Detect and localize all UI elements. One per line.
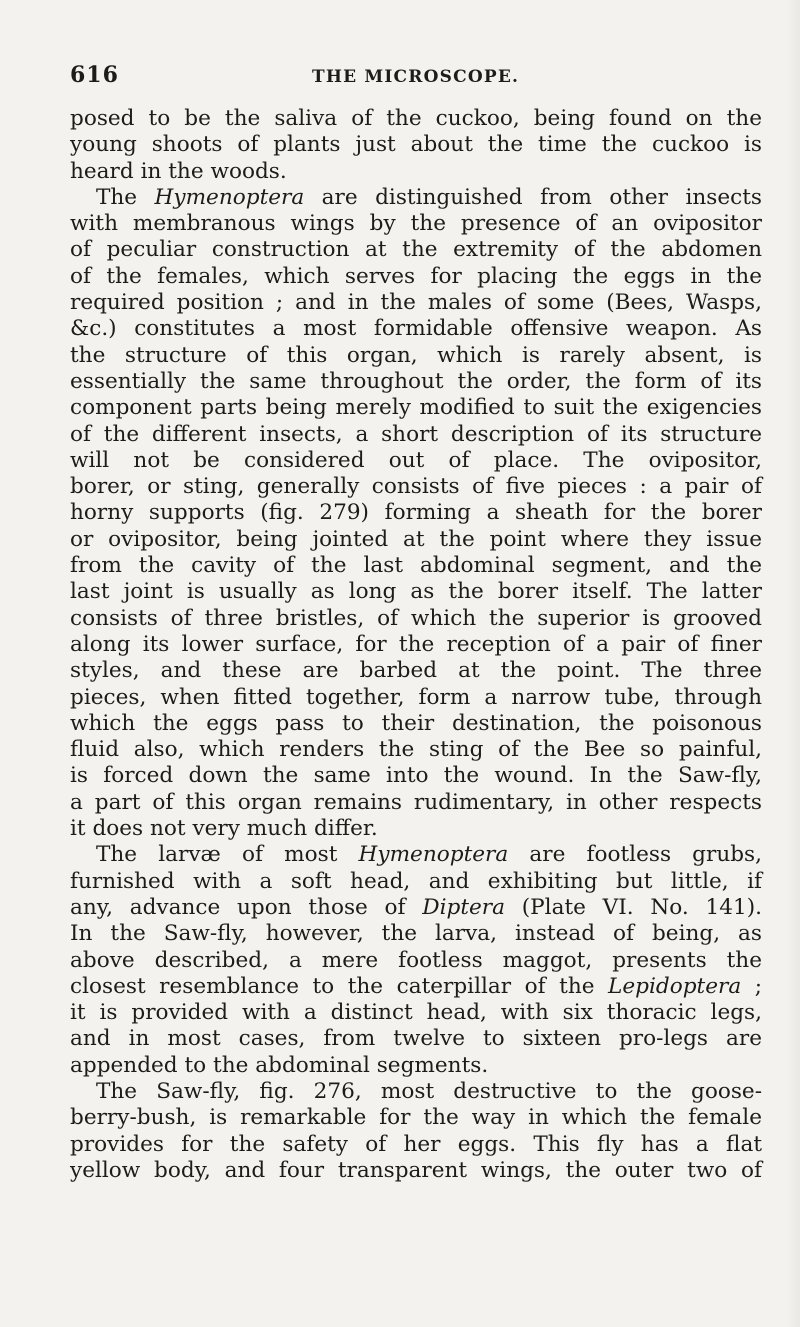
text-line: posed to be the saliva of the cuckoo, being found on the [70,106,762,131]
text-line: any, advance upon those of Diptera (Plate VI. No. 141). [70,894,762,920]
text-line: with membranous wings by the presence of an ovipositor [70,211,762,237]
text-line: consists of three bristles, of which the superior is grooved [70,605,762,631]
text-line: a part of this organ remains rudimentary, in other respects [70,789,762,815]
running-title: THE MICROSCOPE. [312,67,520,87]
text-line: borer, or sting, generally consists of five pieces : a pair of [70,474,762,500]
text-line: component parts being merely modified to suit the exigencies [70,395,762,421]
text-line: is forced down the same into the wound. In the Saw-fly, [70,763,762,789]
text-line: the structure of this organ, which is rarely absent, is [70,342,762,368]
text-line: or ovipositor, being jointed at the point where they issue [70,526,762,552]
text-line: pieces, when fitted together, form a narrow tube, through [70,684,762,710]
page-number: 616 [70,62,119,88]
text-line: essentially the same throughout the order, the form of its [70,368,762,394]
text-line: heard in the woods. [70,158,287,184]
body-text [70,106,762,1184]
text-line: of the different insects, a short description of its structure [70,421,762,447]
text-line: along its lower surface, for the reception of a pair of finer [70,631,762,657]
text-line: required position ; and in the males of some (Bees, Wasps, [70,290,762,316]
text-line: fluid also, which renders the sting of the Bee so painful, [70,737,762,763]
text-line: will not be considered out of place. The ovipositor, [70,447,762,473]
text-line: &c.) constitutes a most formidable offensive weapon. As [70,316,762,342]
running-head [70,62,760,92]
text-line: from the cavity of the last abdominal segment, and the [70,553,762,579]
text-line: which the eggs pass to their destination, the poisonous [70,710,762,736]
text-line: yellow body, and four transparent wings, the outer two of [70,1157,762,1183]
text-line: last joint is usually as long as the borer itself. The latter [70,579,762,605]
text-line: above described, a mere footless maggot, presents the [70,947,762,973]
text-line: young shoots of plants just about the time the cuckoo is [70,132,762,158]
text-line: appended to the abdominal segments. [70,1052,489,1078]
text-line: In the Saw-fly, however, the larva, instead of being, as [70,921,762,947]
text-line: it does not very much differ. [70,816,378,842]
text-line: horny supports (fig. 279) forming a sheath for the borer [70,500,762,526]
text-line: The larvæ of most Hymenoptera are footless grubs, [96,842,762,868]
text-line: of peculiar construction at the extremity of the abdomen [70,237,762,263]
text-line: furnished with a soft head, and exhibiting but little, if [70,868,762,894]
text-line: it is provided with a distinct head, with six thoracic legs, [70,1000,762,1026]
text-line: of the females, which serves for placing the eggs in the [70,263,762,289]
page-edge-shadow [786,0,800,1327]
text-line: styles, and these are barbed at the point. The three [70,658,762,684]
text-line: berry-bush, is remarkable for the way in which the female [70,1105,762,1131]
text-line: closest resemblance to the caterpillar of the Lepidoptera ; [70,973,763,999]
text-line: The Hymenoptera are distinguished from other insects [96,184,762,210]
text-line: and in most cases, from twelve to sixteen pro-legs are [70,1026,762,1052]
text-line: The Saw-fly, fig. 276, most destructive to the goose- [96,1078,762,1104]
text-line: provides for the safety of her eggs. This fly has a flat [70,1131,762,1157]
